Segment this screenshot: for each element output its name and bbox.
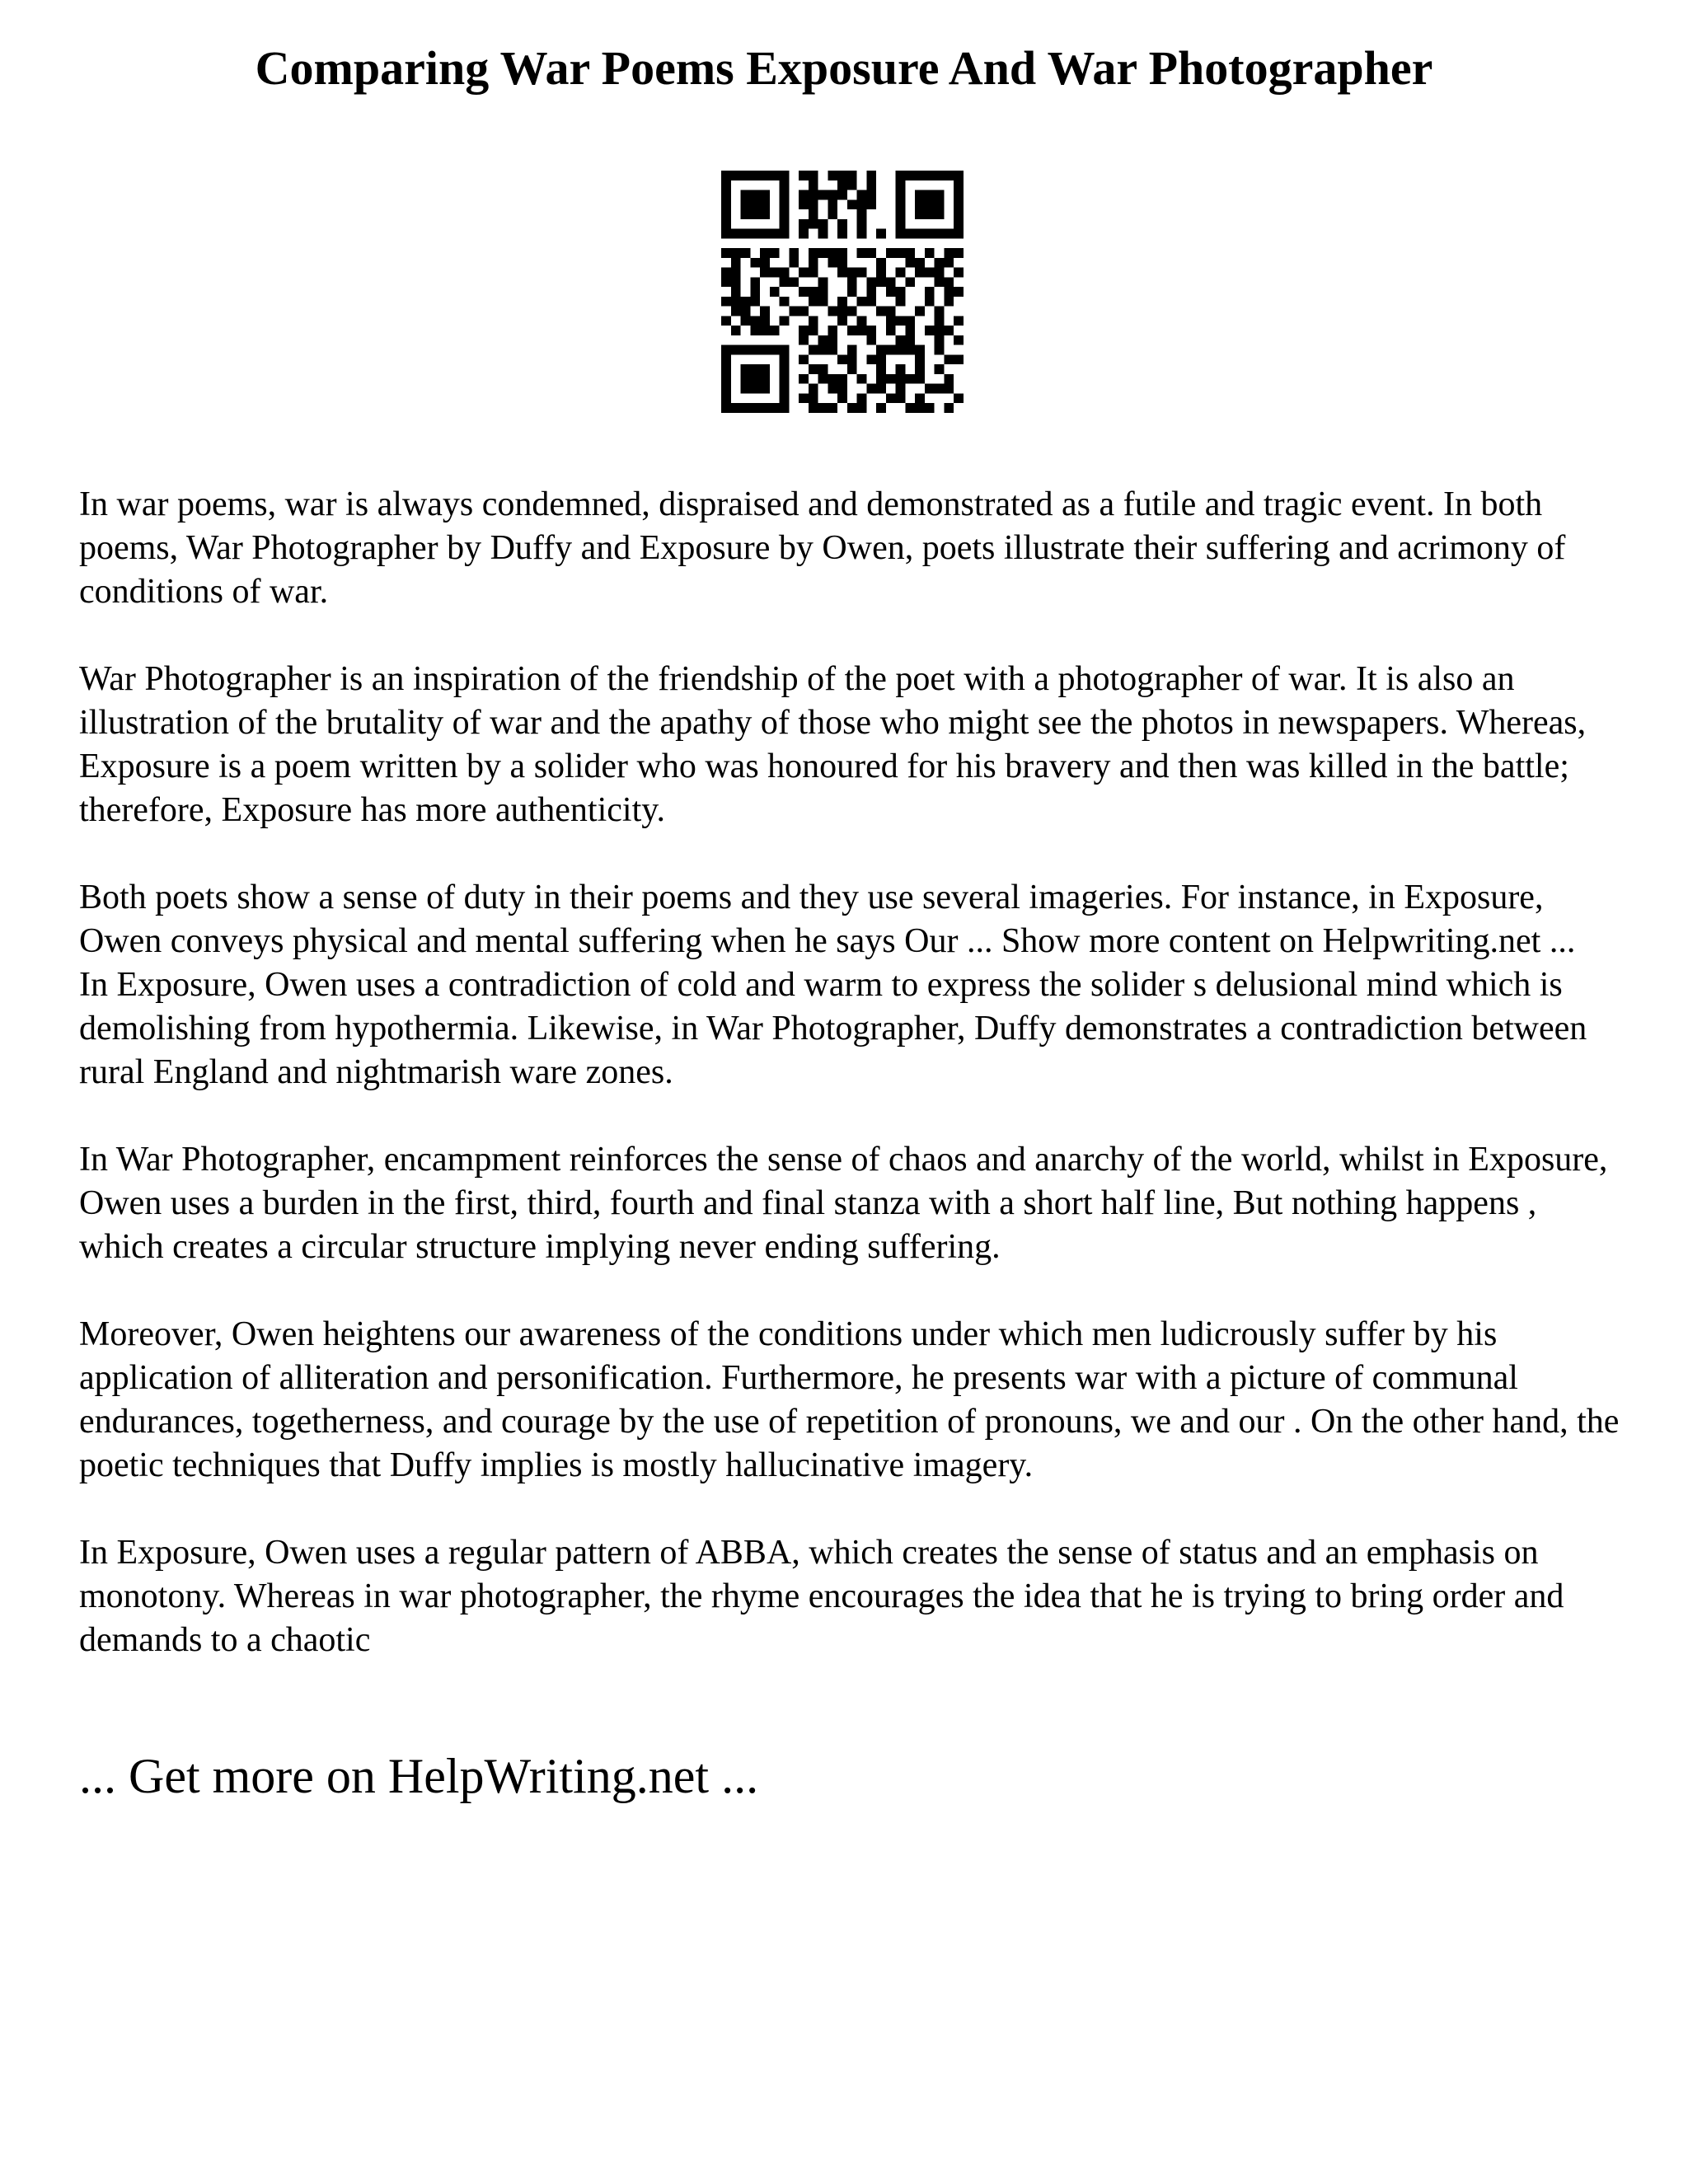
paragraph: War Photographer is an inspiration of the friendship of the poet with a photographer of war. It is also an illustration of the brutality of war and the apathy of those who might see the photos in newspapers. Whereas, Exposure is a poem written by a solider who was honoured for his bravery and then was killed in the battle; therefore, Exposure has more authenticity. (79, 660, 1587, 829)
paragraph: In War Photographer, encampment reinforces the sense of chaos and anarchy of the world, whilst in Exposure, Owen uses a burden in the first, third, fourth and final stanza with a short half line, But nothing happens , which creates a circular structure implying never ending suffering. (79, 1141, 1608, 1266)
get-more-link[interactable]: ... Get more on HelpWriting.net ... (79, 1749, 759, 1803)
paragraph: Both poets show a sense of duty in their poems and they use several imageries. For instance, in Exposure, Owen conveys physical and mental suffering when he says Our ... Show more content on Helpwriting.net ... (79, 879, 1576, 960)
paragraph: In war poems, war is always condemned, dispraised and demonstrated as a futile and tragic event. In both poems, War Photographer by Duffy and Exposure by Owen, poets illustrate their suffering and acrimony of conditions of war. (79, 485, 1566, 611)
paragraph: Moreover, Owen heightens our awareness of the conditions under which men ludicrously suffer by his application of alliteration and personification. Furthermore, he presents war with a picture of communal endurances, togetherness, and courage by the use of repetition of pronouns, we and our . On the other hand, the poetic techniques that Duffy implies is mostly hallucinative imagery. (79, 1315, 1620, 1484)
paragraph: In Exposure, Owen uses a regular pattern of ABBA, which creates the sense of status and an emphasis on monotony. Whereas in war photographer, the rhyme encourages the idea that he is trying to bring order and demands to a chaotic (79, 1534, 1564, 1659)
qr-code (721, 171, 964, 413)
article-body (79, 483, 1620, 1662)
paragraph: In Exposure, Owen uses a contradiction of cold and warm to express the solider s delusional mind which is demolishing from hypothermia. Likewise, in War Photographer, Duffy demonstrates a contradiction between rural England and nightmarish ware zones. (79, 966, 1587, 1091)
page-title: Comparing War Poems Exposure And War Photographer (255, 41, 1433, 95)
